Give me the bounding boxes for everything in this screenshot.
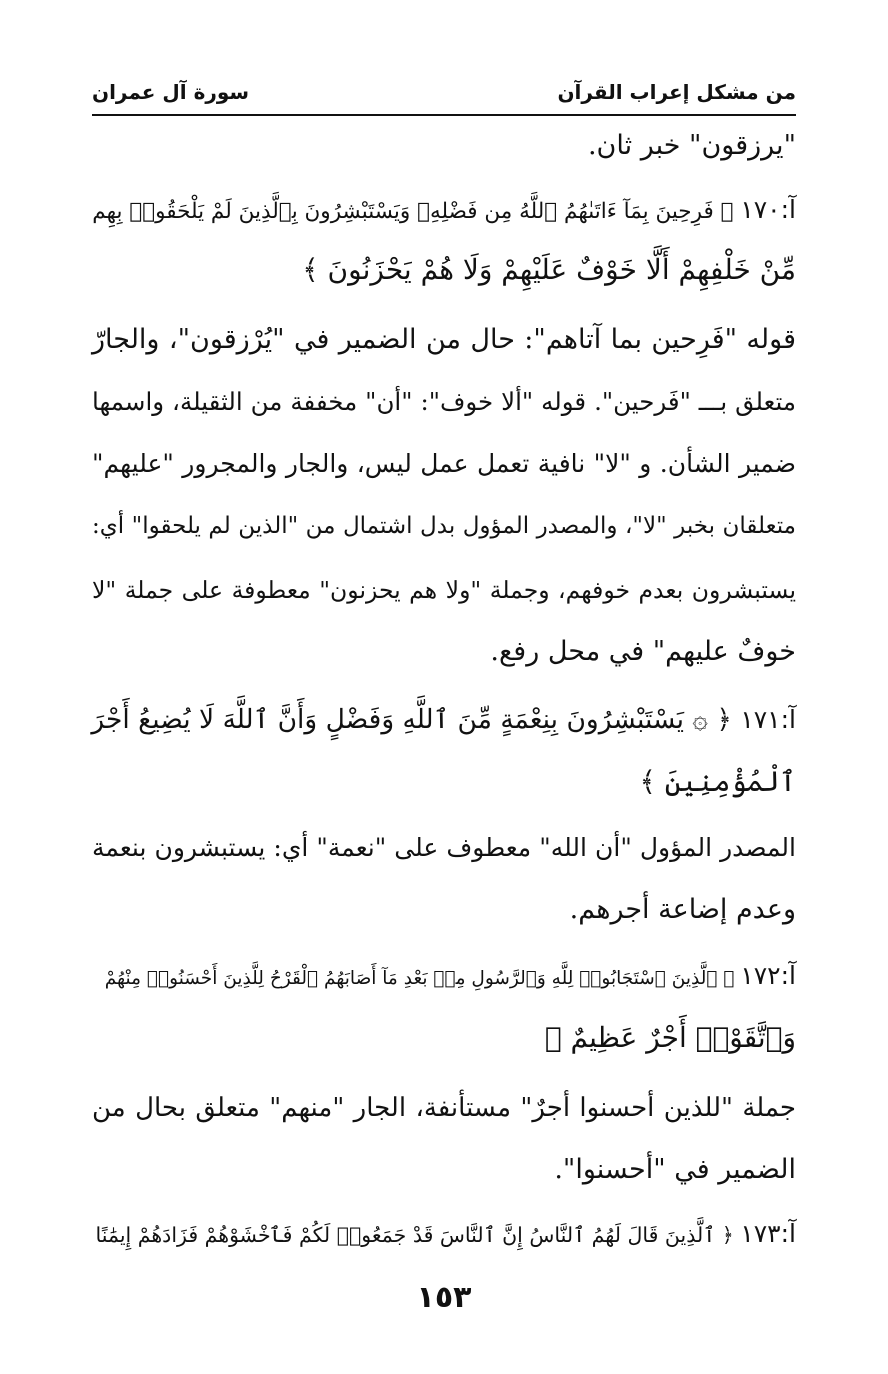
text-line: يستبشرون بعدم خوفهم، وجملة "ولا هم يحزنون" معطوفة على جملة "لا xyxy=(92,576,796,604)
text-line: وعدم إضاعة أجرهم. xyxy=(569,894,796,925)
ayah-ref: آ:١٧٢ xyxy=(740,961,796,990)
text-line: الضمير في "أحسنوا". xyxy=(554,1154,796,1185)
ayah-ref: آ:١٧٠ xyxy=(740,195,796,224)
page-number: ١٥٣ xyxy=(416,1280,472,1315)
ayah-170-line-2: مِّنْ خَلْفِهِمْ أَلَّا خَوْفٌ عَلَيْهِمْ وَلَا هُمْ يَحْزَنُونَ ﴾ xyxy=(302,253,796,286)
ayah-171-line-1 xyxy=(92,700,796,740)
text-line: جملة "للذين أحسنوا أجرٌ" مستأنفة، الجار "منهم" متعلق بحال من xyxy=(92,1093,796,1123)
surah-title: سورة آل عمران xyxy=(92,80,250,104)
text-line: خوفٌ عليهم" في محل رفع. xyxy=(490,636,796,667)
ayah-171-line-2: ٱلْمُؤْمِنِينَ ﴾ xyxy=(639,765,796,798)
running-header xyxy=(92,74,796,116)
text-line: "يرزقون" خبر ثان. xyxy=(587,130,796,161)
book-title: من مشكل إعراب القرآن xyxy=(557,80,796,104)
ayah-text: ﴿ ٱلَّذِينَ ٱسْتَجَابُوا۟ لِلَّهِ وَٱلرَّسُولِ مِنۢ بَعْدِ مَآ أَصَابَهُمُ ٱلْقَرْحُ لِلَّذِينَ أَحْسَنُوا۟ مِنْهُمْ xyxy=(104,968,735,989)
text-line: ضمير الشأن. و "لا" نافية تعمل عمل ليس، والجار والمجرور "عليهم" xyxy=(92,449,796,478)
ayah-173-line-1 xyxy=(92,1214,796,1255)
ayah-ref: آ:١٧١ xyxy=(740,705,796,734)
ayah-text: ﴿ ٱلَّذِينَ قَالَ لَهُمُ ٱلنَّاسُ إِنَّ ٱلنَّاسَ قَدْ جَمَعُوا۟ لَكُمْ فَٱخْشَوْهُمْ فَزَادَهُمْ إِيمَٰنًا xyxy=(95,1223,734,1247)
text-line: متعلقان بخبر "لا"، والمصدر المؤول بدل اشتمال من "الذين لم يلحقوا" أي: xyxy=(92,513,796,539)
ayah-172-line-1 xyxy=(92,956,796,999)
ayah-text: ﴿ ۞ يَسْتَبْشِرُونَ بِنِعْمَةٍ مِّنَ ٱللَّهِ وَفَضْلٍ وَأَنَّ ٱللَّهَ لَا يُضِيعُ أَجْرَ xyxy=(91,704,732,735)
text-line: المصدر المؤول "أن الله" معطوف على "نعمة" أي: يستبشرون بنعمة xyxy=(92,833,796,862)
text-line: قوله "فَرِحين بما آتاهم": حال من الضمير في "يُرْزقون"، والجارّ xyxy=(92,324,796,355)
text-line: متعلق بـــ "فَرحين". قوله "ألا خوف": "أن" مخففة من الثقيلة، واسمها xyxy=(92,387,796,416)
ayah-ref: آ:١٧٣ xyxy=(740,1219,796,1248)
ayah-170-line-1 xyxy=(92,190,796,232)
ayah-172-line-2: وَٱتَّقَوْا۟ أَجْرٌ عَظِيمٌ ﴾ xyxy=(544,1021,796,1054)
ayah-text: ﴿ فَرِحِينَ بِمَآ ءَاتَىٰهُمُ ٱللَّهُ مِن فَضْلِهِۦ وَيَسْتَبْشِرُونَ بِٱلَّذِينَ لَمْ يَلْحَقُوا۟ بِهِم xyxy=(92,199,734,224)
